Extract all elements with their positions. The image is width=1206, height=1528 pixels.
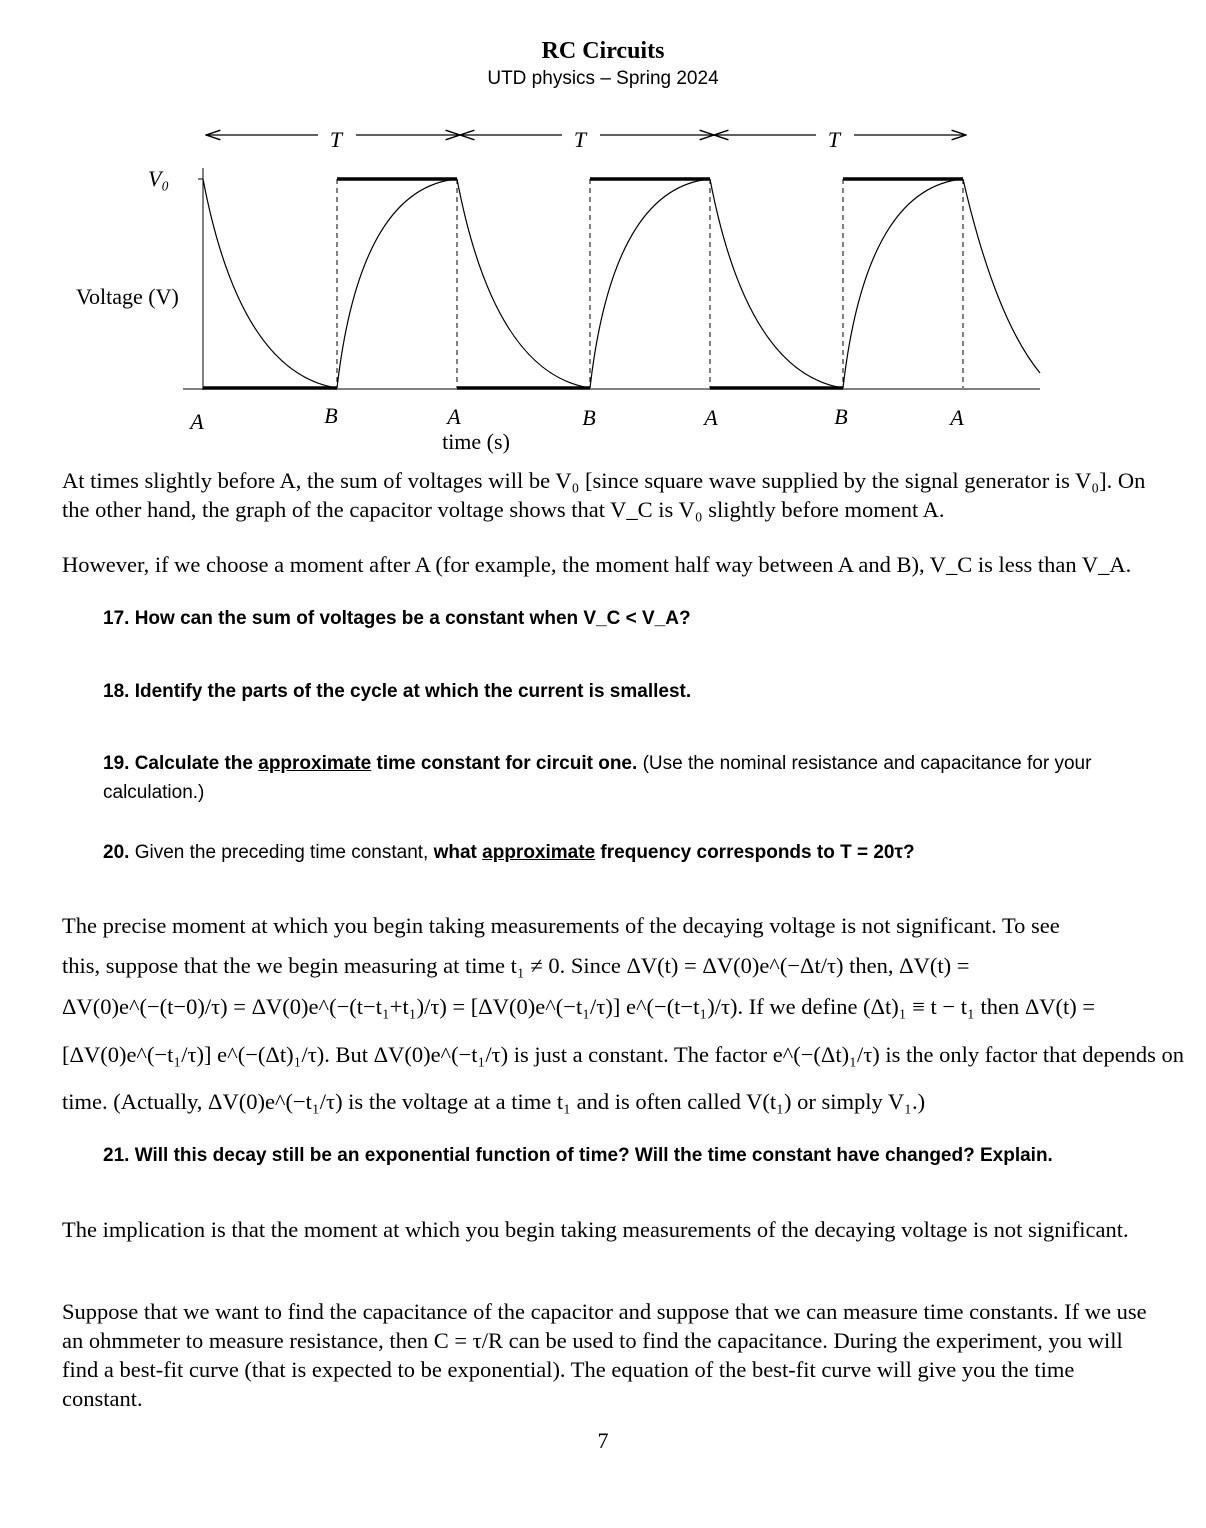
question-21 — [103, 1141, 1143, 1170]
point-label: A — [190, 409, 204, 434]
period-label-3: T — [827, 127, 841, 152]
point-label: A — [704, 405, 718, 430]
question-number: 21. — [103, 1145, 130, 1166]
paragraph-5: Suppose that we want to find the capacitance of the capacitor and suppose that we can measure time constants. If we use an ohmmeter to measure resistance, then C = τ/R can be used to find the capacitance. During the experiment, you will find a best-fit curve (that is expected to be exponential). The equation of the best-fit curve will give you the time constant. — [62, 1299, 1147, 1411]
paragraph-1: At times slightly before A, the sum of voltages will be V₀ [since square wave supplied by the signal generator is V₀]. On the other hand, the graph of the capacitor voltage shows that V_C is V₀ slightly before moment A. — [62, 468, 1146, 522]
question-bold-b: time constant for circuit one. — [376, 753, 638, 774]
page-title: RC Circuits — [541, 38, 665, 64]
paragraph-3-line-2: this, suppose that the we begin measuring at time t₁ ≠ 0. Since ΔV(t) = ΔV(0)e^(−Δt/τ) then, ΔV(t) = — [62, 953, 970, 978]
point-label: B — [324, 403, 338, 428]
point-label: B — [582, 405, 596, 430]
question-text: Will this decay still be an exponential function of time? Will the time constant have changed? Explain. — [134, 1145, 1053, 1166]
question-text: How can the sum of voltages be a constant when V_C < V_A? — [134, 608, 691, 629]
y-top-label: V₀ — [148, 166, 170, 191]
question-plain: Given the preceding time constant, — [134, 842, 429, 863]
x-axis-label: time (s) — [442, 429, 510, 454]
question-bold-b: frequency corresponds to T = 20τ? — [600, 842, 915, 863]
rc-voltage-figure — [0, 118, 1206, 458]
period-label-2: T — [573, 127, 587, 152]
question-plain: (Use the nominal resistance and capacitance for your calculation.) — [103, 753, 1092, 803]
question-20 — [103, 838, 1143, 867]
paragraph-4: The implication is that the moment at which you begin taking measurements of the decaying voltage is not significant. — [62, 1217, 1129, 1242]
paragraph-3-line-1: The precise moment at which you begin taking measurements of the decaying voltage is not significant. To see — [62, 913, 1060, 938]
page-subtitle: UTD physics – Spring 2024 — [487, 68, 719, 89]
page-number: 7 — [597, 1428, 609, 1453]
paragraph-3-line-5: time. (Actually, ΔV(0)e^(−t₁/τ) is the voltage at a time t₁ and is often called V(t₁) or simply V₁.) — [62, 1089, 926, 1114]
question-bold-a: what — [433, 842, 477, 863]
point-label: A — [447, 404, 461, 429]
question-text: Identify the parts of the cycle at which the current is smallest. — [134, 681, 692, 702]
question-bold-a: Calculate the — [134, 753, 253, 774]
paragraph-3-line-3: ΔV(0)e^(−(t−0)/τ) = ΔV(0)e^(−(t−t₁+t₁)/τ) = [ΔV(0)e^(−t₁/τ)] e^(−(t−t₁)/τ). If we define (Δt)₁ ≡ t − t₁ then ΔV(t) = — [62, 994, 1096, 1019]
paragraph-3-line-4: [ΔV(0)e^(−t₁/τ)] e^(−(Δt)₁/τ). But ΔV(0)e^(−t₁/τ) is just a constant. The factor e^(−(Δt)₁/τ) is the only factor that depends on — [62, 1042, 1185, 1067]
point-label: A — [950, 405, 964, 430]
period-label-1: T — [329, 127, 343, 152]
question-number: 19. — [103, 753, 130, 774]
question-17 — [103, 604, 1143, 633]
square-wave — [203, 179, 963, 388]
question-underlined: approximate — [482, 842, 596, 863]
capacitor-voltage-curve — [203, 179, 1040, 388]
y-axis-label: Voltage (V) — [76, 284, 179, 309]
point-label: B — [834, 404, 848, 429]
question-18 — [103, 677, 1143, 706]
paragraph-2: However, if we choose a moment after A (for example, the moment half way between A and B), V_C is less than V_A. — [62, 552, 1132, 577]
question-number: 20. — [103, 842, 130, 863]
question-number: 18. — [103, 681, 130, 702]
question-underlined: approximate — [258, 753, 372, 774]
question-number: 17. — [103, 608, 130, 629]
question-19 — [103, 749, 1143, 807]
